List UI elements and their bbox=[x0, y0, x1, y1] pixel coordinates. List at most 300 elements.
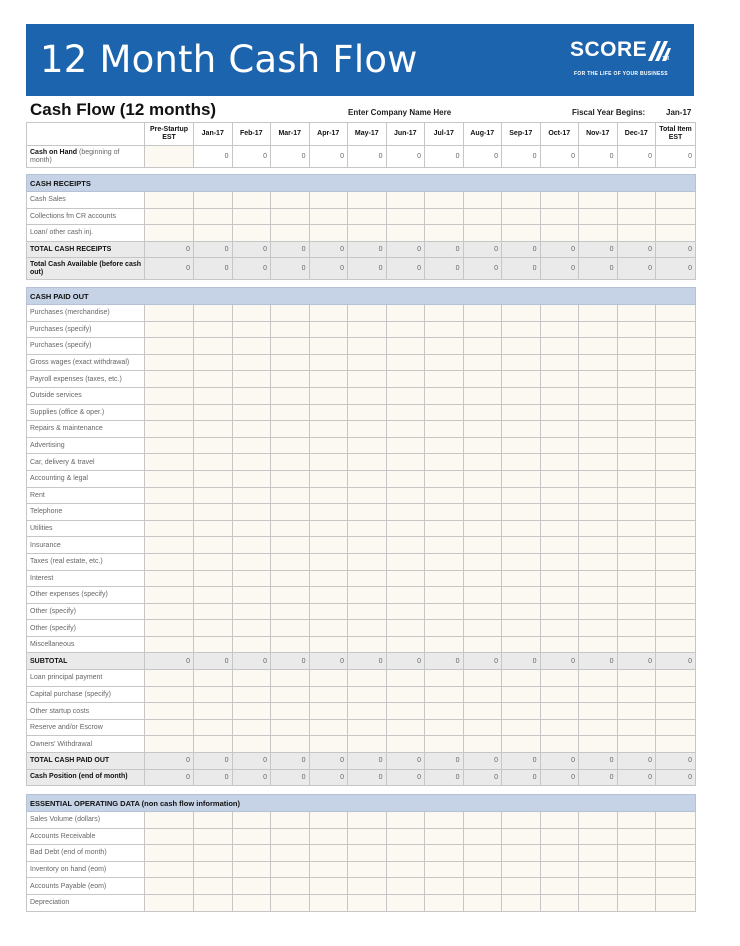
input-cell[interactable] bbox=[145, 305, 194, 322]
input-cell[interactable] bbox=[656, 321, 696, 338]
input-cell[interactable] bbox=[425, 338, 464, 355]
input-cell[interactable] bbox=[145, 537, 194, 554]
input-cell[interactable] bbox=[502, 208, 541, 225]
value-cell[interactable]: 0 bbox=[194, 653, 233, 670]
input-cell[interactable] bbox=[502, 437, 541, 454]
input-cell[interactable] bbox=[386, 878, 425, 895]
input-cell[interactable] bbox=[656, 670, 696, 687]
input-cell[interactable] bbox=[502, 620, 541, 637]
input-cell[interactable] bbox=[579, 828, 618, 845]
input-cell[interactable] bbox=[540, 603, 579, 620]
input-cell[interactable] bbox=[579, 504, 618, 521]
input-cell[interactable] bbox=[194, 371, 233, 388]
value-cell[interactable]: 0 bbox=[579, 753, 618, 770]
input-cell[interactable] bbox=[425, 636, 464, 653]
input-cell[interactable] bbox=[540, 454, 579, 471]
input-cell[interactable] bbox=[579, 861, 618, 878]
input-cell[interactable] bbox=[194, 421, 233, 438]
input-cell[interactable] bbox=[540, 861, 579, 878]
value-cell[interactable]: 0 bbox=[348, 753, 387, 770]
input-cell[interactable] bbox=[309, 321, 348, 338]
value-cell[interactable]: 0 bbox=[348, 258, 387, 280]
input-cell[interactable] bbox=[463, 208, 502, 225]
input-cell[interactable] bbox=[232, 421, 271, 438]
value-cell[interactable]: 0 bbox=[502, 753, 541, 770]
input-cell[interactable] bbox=[348, 537, 387, 554]
input-cell[interactable] bbox=[309, 520, 348, 537]
input-cell[interactable] bbox=[232, 305, 271, 322]
input-cell[interactable] bbox=[386, 208, 425, 225]
input-cell[interactable] bbox=[502, 670, 541, 687]
input-cell[interactable] bbox=[309, 192, 348, 209]
input-cell[interactable] bbox=[271, 487, 310, 504]
input-cell[interactable] bbox=[617, 703, 656, 720]
input-cell[interactable] bbox=[194, 703, 233, 720]
input-cell[interactable] bbox=[309, 553, 348, 570]
value-cell[interactable]: 0 bbox=[463, 146, 502, 168]
input-cell[interactable] bbox=[348, 553, 387, 570]
input-cell[interactable] bbox=[617, 828, 656, 845]
value-cell[interactable]: 0 bbox=[502, 769, 541, 786]
value-cell[interactable]: 0 bbox=[656, 769, 696, 786]
input-cell[interactable] bbox=[386, 894, 425, 911]
input-cell[interactable] bbox=[348, 487, 387, 504]
input-cell[interactable] bbox=[386, 305, 425, 322]
value-cell[interactable]: 0 bbox=[425, 753, 464, 770]
input-cell[interactable] bbox=[271, 861, 310, 878]
input-cell[interactable] bbox=[271, 553, 310, 570]
input-cell[interactable] bbox=[540, 487, 579, 504]
value-cell[interactable]: 0 bbox=[309, 769, 348, 786]
input-cell[interactable] bbox=[348, 520, 387, 537]
input-cell[interactable] bbox=[386, 454, 425, 471]
input-cell[interactable] bbox=[309, 387, 348, 404]
input-cell[interactable] bbox=[271, 421, 310, 438]
value-cell[interactable]: 0 bbox=[425, 769, 464, 786]
input-cell[interactable] bbox=[656, 894, 696, 911]
input-cell[interactable] bbox=[617, 354, 656, 371]
input-cell[interactable] bbox=[348, 454, 387, 471]
input-cell[interactable] bbox=[348, 703, 387, 720]
value-cell[interactable]: 0 bbox=[656, 241, 696, 258]
value-cell[interactable]: 0 bbox=[617, 753, 656, 770]
input-cell[interactable] bbox=[579, 208, 618, 225]
input-cell[interactable] bbox=[145, 225, 194, 242]
input-cell[interactable] bbox=[579, 603, 618, 620]
input-cell[interactable] bbox=[348, 603, 387, 620]
input-cell[interactable] bbox=[145, 603, 194, 620]
input-cell[interactable] bbox=[386, 686, 425, 703]
input-cell[interactable] bbox=[348, 371, 387, 388]
input-cell[interactable] bbox=[232, 620, 271, 637]
input-cell[interactable] bbox=[579, 736, 618, 753]
input-cell[interactable] bbox=[145, 338, 194, 355]
value-cell[interactable]: 0 bbox=[386, 146, 425, 168]
input-cell[interactable] bbox=[425, 553, 464, 570]
input-cell[interactable] bbox=[425, 371, 464, 388]
input-cell[interactable] bbox=[348, 894, 387, 911]
value-cell[interactable]: 0 bbox=[271, 653, 310, 670]
input-cell[interactable] bbox=[194, 520, 233, 537]
input-cell[interactable] bbox=[271, 371, 310, 388]
input-cell[interactable] bbox=[386, 520, 425, 537]
input-cell[interactable] bbox=[271, 636, 310, 653]
fiscal-year-value[interactable]: Jan-17 bbox=[666, 108, 692, 117]
input-cell[interactable] bbox=[425, 845, 464, 862]
input-cell[interactable] bbox=[145, 470, 194, 487]
input-cell[interactable] bbox=[386, 570, 425, 587]
input-cell[interactable] bbox=[617, 537, 656, 554]
input-cell[interactable] bbox=[309, 354, 348, 371]
input-cell[interactable] bbox=[348, 620, 387, 637]
input-cell[interactable] bbox=[502, 321, 541, 338]
value-cell[interactable]: 0 bbox=[271, 146, 310, 168]
value-cell[interactable]: 0 bbox=[232, 653, 271, 670]
input-cell[interactable] bbox=[145, 828, 194, 845]
input-cell[interactable] bbox=[502, 225, 541, 242]
input-cell[interactable] bbox=[463, 421, 502, 438]
value-cell[interactable]: 0 bbox=[145, 653, 194, 670]
input-cell[interactable] bbox=[463, 454, 502, 471]
value-cell[interactable]: 0 bbox=[463, 653, 502, 670]
input-cell[interactable] bbox=[232, 894, 271, 911]
input-cell[interactable] bbox=[656, 520, 696, 537]
input-cell[interactable] bbox=[656, 404, 696, 421]
input-cell[interactable] bbox=[232, 587, 271, 604]
input-cell[interactable] bbox=[232, 670, 271, 687]
value-cell[interactable]: 0 bbox=[579, 146, 618, 168]
input-cell[interactable] bbox=[463, 305, 502, 322]
input-cell[interactable] bbox=[579, 387, 618, 404]
input-cell[interactable] bbox=[540, 321, 579, 338]
input-cell[interactable] bbox=[540, 192, 579, 209]
input-cell[interactable] bbox=[425, 421, 464, 438]
value-cell[interactable]: 0 bbox=[232, 258, 271, 280]
input-cell[interactable] bbox=[348, 845, 387, 862]
input-cell[interactable] bbox=[425, 587, 464, 604]
input-cell[interactable] bbox=[425, 437, 464, 454]
input-cell[interactable] bbox=[386, 225, 425, 242]
input-cell[interactable] bbox=[271, 387, 310, 404]
input-cell[interactable] bbox=[617, 504, 656, 521]
input-cell[interactable] bbox=[463, 192, 502, 209]
input-cell[interactable] bbox=[232, 861, 271, 878]
input-cell[interactable] bbox=[348, 587, 387, 604]
value-cell[interactable]: 0 bbox=[579, 258, 618, 280]
input-cell[interactable] bbox=[386, 421, 425, 438]
input-cell[interactable] bbox=[232, 520, 271, 537]
input-cell[interactable] bbox=[145, 894, 194, 911]
input-cell[interactable] bbox=[579, 305, 618, 322]
input-cell[interactable] bbox=[463, 636, 502, 653]
input-cell[interactable] bbox=[271, 570, 310, 587]
value-cell[interactable]: 0 bbox=[463, 769, 502, 786]
value-cell[interactable]: 0 bbox=[271, 258, 310, 280]
input-cell[interactable] bbox=[656, 620, 696, 637]
input-cell[interactable] bbox=[309, 225, 348, 242]
value-cell[interactable]: 0 bbox=[540, 653, 579, 670]
input-cell[interactable] bbox=[656, 861, 696, 878]
input-cell[interactable] bbox=[656, 504, 696, 521]
input-cell[interactable] bbox=[463, 371, 502, 388]
input-cell[interactable] bbox=[502, 736, 541, 753]
input-cell[interactable] bbox=[194, 620, 233, 637]
input-cell[interactable] bbox=[502, 878, 541, 895]
input-cell[interactable] bbox=[271, 437, 310, 454]
input-cell[interactable] bbox=[463, 504, 502, 521]
value-cell[interactable]: 0 bbox=[656, 753, 696, 770]
input-cell[interactable] bbox=[540, 305, 579, 322]
input-cell[interactable] bbox=[463, 878, 502, 895]
input-cell[interactable] bbox=[502, 537, 541, 554]
input-cell[interactable] bbox=[425, 878, 464, 895]
input-cell[interactable] bbox=[309, 812, 348, 829]
input-cell[interactable] bbox=[271, 321, 310, 338]
input-cell[interactable] bbox=[386, 828, 425, 845]
input-cell[interactable] bbox=[579, 636, 618, 653]
input-cell[interactable] bbox=[617, 371, 656, 388]
input-cell[interactable] bbox=[656, 736, 696, 753]
input-cell[interactable] bbox=[348, 686, 387, 703]
input-cell[interactable] bbox=[232, 828, 271, 845]
input-cell[interactable] bbox=[271, 828, 310, 845]
input-cell[interactable] bbox=[271, 354, 310, 371]
input-cell[interactable] bbox=[386, 670, 425, 687]
input-cell[interactable] bbox=[232, 553, 271, 570]
input-cell[interactable] bbox=[271, 845, 310, 862]
input-cell[interactable] bbox=[271, 537, 310, 554]
input-cell[interactable] bbox=[540, 828, 579, 845]
input-cell[interactable] bbox=[145, 421, 194, 438]
input-cell[interactable] bbox=[617, 570, 656, 587]
input-cell[interactable] bbox=[309, 570, 348, 587]
input-cell[interactable] bbox=[145, 878, 194, 895]
input-cell[interactable] bbox=[194, 192, 233, 209]
input-cell[interactable] bbox=[232, 454, 271, 471]
input-cell[interactable] bbox=[271, 208, 310, 225]
value-cell[interactable]: 0 bbox=[540, 769, 579, 786]
input-cell[interactable] bbox=[145, 636, 194, 653]
input-cell[interactable] bbox=[145, 454, 194, 471]
input-cell[interactable] bbox=[232, 845, 271, 862]
input-cell[interactable] bbox=[386, 553, 425, 570]
value-cell[interactable]: 0 bbox=[502, 258, 541, 280]
input-cell[interactable] bbox=[656, 603, 696, 620]
value-cell[interactable]: 0 bbox=[425, 258, 464, 280]
input-cell[interactable] bbox=[386, 338, 425, 355]
input-cell[interactable] bbox=[579, 321, 618, 338]
input-cell[interactable] bbox=[309, 404, 348, 421]
input-cell[interactable] bbox=[463, 520, 502, 537]
input-cell[interactable] bbox=[540, 504, 579, 521]
value-cell[interactable]: 0 bbox=[145, 769, 194, 786]
input-cell[interactable] bbox=[232, 371, 271, 388]
input-cell[interactable] bbox=[463, 553, 502, 570]
input-cell[interactable] bbox=[348, 878, 387, 895]
input-cell[interactable] bbox=[348, 570, 387, 587]
input-cell[interactable] bbox=[617, 470, 656, 487]
input-cell[interactable] bbox=[232, 719, 271, 736]
input-cell[interactable] bbox=[502, 470, 541, 487]
input-cell[interactable] bbox=[271, 670, 310, 687]
input-cell[interactable] bbox=[463, 437, 502, 454]
value-cell[interactable]: 0 bbox=[348, 769, 387, 786]
input-cell[interactable] bbox=[271, 504, 310, 521]
input-cell[interactable] bbox=[145, 371, 194, 388]
input-cell[interactable] bbox=[309, 208, 348, 225]
input-cell[interactable] bbox=[540, 520, 579, 537]
value-cell[interactable]: 0 bbox=[656, 258, 696, 280]
input-cell[interactable] bbox=[145, 845, 194, 862]
input-cell[interactable] bbox=[656, 354, 696, 371]
value-cell[interactable]: 0 bbox=[579, 653, 618, 670]
input-cell[interactable] bbox=[617, 520, 656, 537]
input-cell[interactable] bbox=[194, 636, 233, 653]
input-cell[interactable] bbox=[540, 736, 579, 753]
input-cell[interactable] bbox=[540, 812, 579, 829]
input-cell[interactable] bbox=[194, 487, 233, 504]
input-cell[interactable] bbox=[232, 321, 271, 338]
input-cell[interactable] bbox=[386, 812, 425, 829]
input-cell[interactable] bbox=[502, 719, 541, 736]
input-cell[interactable] bbox=[656, 192, 696, 209]
input-cell[interactable] bbox=[463, 703, 502, 720]
input-cell[interactable] bbox=[656, 828, 696, 845]
input-cell[interactable] bbox=[579, 225, 618, 242]
input-cell[interactable] bbox=[309, 537, 348, 554]
input-cell[interactable] bbox=[348, 387, 387, 404]
input-cell[interactable] bbox=[194, 208, 233, 225]
input-cell[interactable] bbox=[145, 686, 194, 703]
input-cell[interactable] bbox=[232, 504, 271, 521]
value-cell[interactable]: 0 bbox=[309, 653, 348, 670]
input-cell[interactable] bbox=[194, 603, 233, 620]
input-cell[interactable] bbox=[145, 670, 194, 687]
input-cell[interactable] bbox=[194, 225, 233, 242]
value-cell[interactable]: 0 bbox=[617, 146, 656, 168]
input-cell[interactable] bbox=[463, 487, 502, 504]
input-cell[interactable] bbox=[617, 636, 656, 653]
input-cell[interactable] bbox=[425, 686, 464, 703]
input-cell[interactable] bbox=[502, 603, 541, 620]
input-cell[interactable] bbox=[271, 878, 310, 895]
input-cell[interactable] bbox=[232, 736, 271, 753]
input-cell[interactable] bbox=[145, 504, 194, 521]
value-cell[interactable]: 0 bbox=[309, 241, 348, 258]
input-cell[interactable] bbox=[309, 736, 348, 753]
value-cell[interactable]: 0 bbox=[540, 258, 579, 280]
input-cell[interactable] bbox=[271, 520, 310, 537]
input-cell[interactable] bbox=[656, 570, 696, 587]
input-cell[interactable] bbox=[194, 719, 233, 736]
value-cell[interactable]: 0 bbox=[271, 753, 310, 770]
input-cell[interactable] bbox=[232, 686, 271, 703]
input-cell[interactable] bbox=[425, 454, 464, 471]
input-cell[interactable] bbox=[348, 421, 387, 438]
input-cell[interactable] bbox=[309, 719, 348, 736]
input-cell[interactable] bbox=[425, 603, 464, 620]
value-cell[interactable]: 0 bbox=[579, 769, 618, 786]
input-cell[interactable] bbox=[309, 421, 348, 438]
input-cell[interactable] bbox=[194, 570, 233, 587]
input-cell[interactable] bbox=[194, 587, 233, 604]
input-cell[interactable] bbox=[145, 570, 194, 587]
value-cell[interactable]: 0 bbox=[194, 241, 233, 258]
input-cell[interactable] bbox=[579, 878, 618, 895]
input-cell[interactable] bbox=[502, 812, 541, 829]
input-cell[interactable] bbox=[145, 321, 194, 338]
input-cell[interactable] bbox=[309, 603, 348, 620]
input-cell[interactable] bbox=[386, 192, 425, 209]
input-cell[interactable] bbox=[540, 421, 579, 438]
input-cell[interactable] bbox=[579, 894, 618, 911]
input-cell[interactable] bbox=[463, 354, 502, 371]
value-cell[interactable]: 0 bbox=[617, 653, 656, 670]
input-cell[interactable] bbox=[656, 225, 696, 242]
input-cell[interactable] bbox=[425, 520, 464, 537]
input-cell[interactable] bbox=[425, 736, 464, 753]
input-cell[interactable] bbox=[656, 587, 696, 604]
input-cell[interactable] bbox=[656, 812, 696, 829]
value-cell[interactable]: 0 bbox=[232, 241, 271, 258]
input-cell[interactable] bbox=[232, 225, 271, 242]
input-cell[interactable] bbox=[579, 437, 618, 454]
input-cell[interactable] bbox=[194, 437, 233, 454]
input-cell[interactable] bbox=[194, 812, 233, 829]
value-cell[interactable]: 0 bbox=[463, 241, 502, 258]
input-cell[interactable] bbox=[348, 208, 387, 225]
input-cell[interactable] bbox=[617, 719, 656, 736]
input-cell[interactable] bbox=[309, 670, 348, 687]
input-cell[interactable] bbox=[425, 305, 464, 322]
input-cell[interactable] bbox=[463, 404, 502, 421]
input-cell[interactable] bbox=[145, 736, 194, 753]
input-cell[interactable] bbox=[579, 487, 618, 504]
input-cell[interactable] bbox=[656, 387, 696, 404]
input-cell[interactable] bbox=[540, 670, 579, 687]
input-cell[interactable] bbox=[425, 719, 464, 736]
input-cell[interactable] bbox=[617, 487, 656, 504]
input-cell[interactable] bbox=[579, 845, 618, 862]
value-cell[interactable]: 0 bbox=[309, 258, 348, 280]
value-cell[interactable]: 0 bbox=[617, 258, 656, 280]
input-cell[interactable] bbox=[463, 894, 502, 911]
input-cell[interactable] bbox=[232, 636, 271, 653]
input-cell[interactable] bbox=[502, 636, 541, 653]
input-cell[interactable] bbox=[540, 208, 579, 225]
input-cell[interactable] bbox=[348, 736, 387, 753]
input-cell[interactable] bbox=[425, 321, 464, 338]
input-cell[interactable] bbox=[502, 828, 541, 845]
input-cell[interactable] bbox=[145, 387, 194, 404]
input-cell[interactable] bbox=[656, 338, 696, 355]
input-cell[interactable] bbox=[386, 537, 425, 554]
value-cell[interactable]: 0 bbox=[386, 769, 425, 786]
input-cell[interactable] bbox=[271, 404, 310, 421]
input-cell[interactable] bbox=[463, 387, 502, 404]
value-cell[interactable]: 0 bbox=[617, 241, 656, 258]
input-cell[interactable] bbox=[656, 719, 696, 736]
input-cell[interactable] bbox=[145, 812, 194, 829]
input-cell[interactable] bbox=[271, 225, 310, 242]
input-cell[interactable] bbox=[348, 338, 387, 355]
input-cell[interactable] bbox=[502, 861, 541, 878]
input-cell[interactable] bbox=[579, 570, 618, 587]
input-cell[interactable] bbox=[656, 437, 696, 454]
input-cell[interactable] bbox=[145, 587, 194, 604]
value-cell[interactable]: 0 bbox=[502, 653, 541, 670]
input-cell[interactable] bbox=[232, 338, 271, 355]
